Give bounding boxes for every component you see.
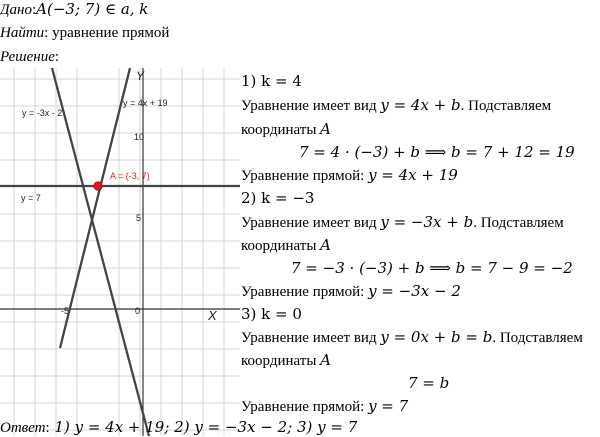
solution-line: [0, 48, 59, 66]
solution-label: Решение: [0, 49, 55, 65]
case2-head: [241, 189, 314, 208]
answer-line: [0, 418, 357, 437]
given-label: Дано: [0, 2, 32, 18]
case1-result-lead: Уравнение прямой:: [241, 168, 369, 184]
case1-head-text: 1) k = 4: [241, 72, 302, 90]
find-line: [0, 24, 169, 42]
label-line-7: y = 7: [21, 193, 41, 203]
solution-colon: :: [54, 49, 60, 65]
case3-head: [241, 305, 302, 324]
case2-result: y = −3x − 2: [368, 282, 461, 300]
label-line-neg3x: y = -3x - 2: [22, 108, 63, 118]
axis-x-label: X: [208, 308, 217, 323]
answer-colon: :: [45, 420, 50, 436]
case3-coords-line: [241, 351, 331, 370]
case2-coords-a: A: [320, 236, 332, 254]
find-text: уравнение прямой: [52, 25, 170, 41]
tick-label-5: 5: [136, 213, 142, 223]
case3-coords-word: координаты: [241, 353, 321, 369]
answer-label: Ответ: [0, 420, 46, 436]
case2-calc: [291, 259, 573, 278]
case1-eq-line: [241, 96, 551, 115]
case2-coords-word: координаты: [241, 238, 321, 254]
case1-coords-line: [241, 120, 331, 139]
case3-calc: [408, 374, 449, 393]
case1-result: y = 4x + 19: [368, 166, 458, 184]
label-point-a: A = (-3, 7): [110, 171, 150, 181]
case3-calc-text: 7 = b: [408, 374, 450, 392]
case1-head: [241, 72, 302, 91]
case2-coords-line: [241, 236, 331, 255]
case2-eq-line: [241, 213, 564, 232]
line-graph: [0, 68, 240, 436]
given-point: A(−3; 7) ∈ a, k: [36, 0, 149, 18]
axis-y-label: Y: [136, 69, 145, 83]
case3-result-line: [241, 397, 408, 416]
find-colon: :: [44, 25, 49, 41]
case3-eq: y = 0x + b = b: [380, 328, 493, 346]
case2-result-lead: Уравнение прямой:: [241, 284, 369, 300]
case3-eq-line: [241, 328, 583, 347]
case3-coords-a: A: [320, 351, 332, 369]
case3-head-text: 3) k = 0: [241, 305, 302, 323]
tick-label-neg5: -5: [61, 306, 70, 316]
tick-label-10: 10: [134, 132, 145, 142]
case3-eq-lead: Уравнение имеет вид: [241, 330, 381, 346]
answer-text: 1) y = 4x + 19; 2) y = −3x − 2; 3) y = 7: [49, 418, 358, 436]
case2-eq-tail: . Подставляем: [473, 215, 564, 231]
tick-label-0: 0: [135, 306, 141, 316]
case1-eq: y = 4x + b: [380, 96, 461, 114]
label-line-4x: y = 4x + 19: [123, 98, 168, 108]
line-y-eq-neg3x-minus2: [52, 68, 149, 436]
find-label: Найти: [0, 25, 45, 41]
case2-result-line: [241, 282, 461, 301]
case3-result-lead: Уравнение прямой:: [241, 399, 369, 415]
case1-coords-a: A: [320, 120, 332, 138]
point-a: [94, 182, 102, 190]
case1-eq-lead: Уравнение имеет вид: [241, 98, 381, 114]
case1-calc-text: 7 = 4 · (−3) + b ⟹ b = 7 + 12 = 19: [299, 143, 575, 161]
case3-result: y = 7: [368, 397, 409, 415]
case1-eq-tail: . Подставляем: [460, 98, 552, 114]
case1-calc: [299, 143, 575, 162]
given-line: [0, 0, 148, 19]
case2-head-text: 2) k = −3: [241, 189, 315, 207]
case3-eq-tail: . Подставляем: [492, 330, 583, 346]
case2-eq-lead: Уравнение имеет вид: [241, 215, 381, 231]
case1-result-line: [241, 166, 458, 185]
case2-calc-text: 7 = −3 · (−3) + b ⟹ b = 7 − 9 = −2: [291, 259, 573, 277]
given-colon: :: [32, 2, 37, 18]
case1-coords-word: координаты: [241, 122, 321, 138]
grid: [0, 68, 240, 436]
case2-eq: y = −3x + b: [380, 213, 474, 231]
